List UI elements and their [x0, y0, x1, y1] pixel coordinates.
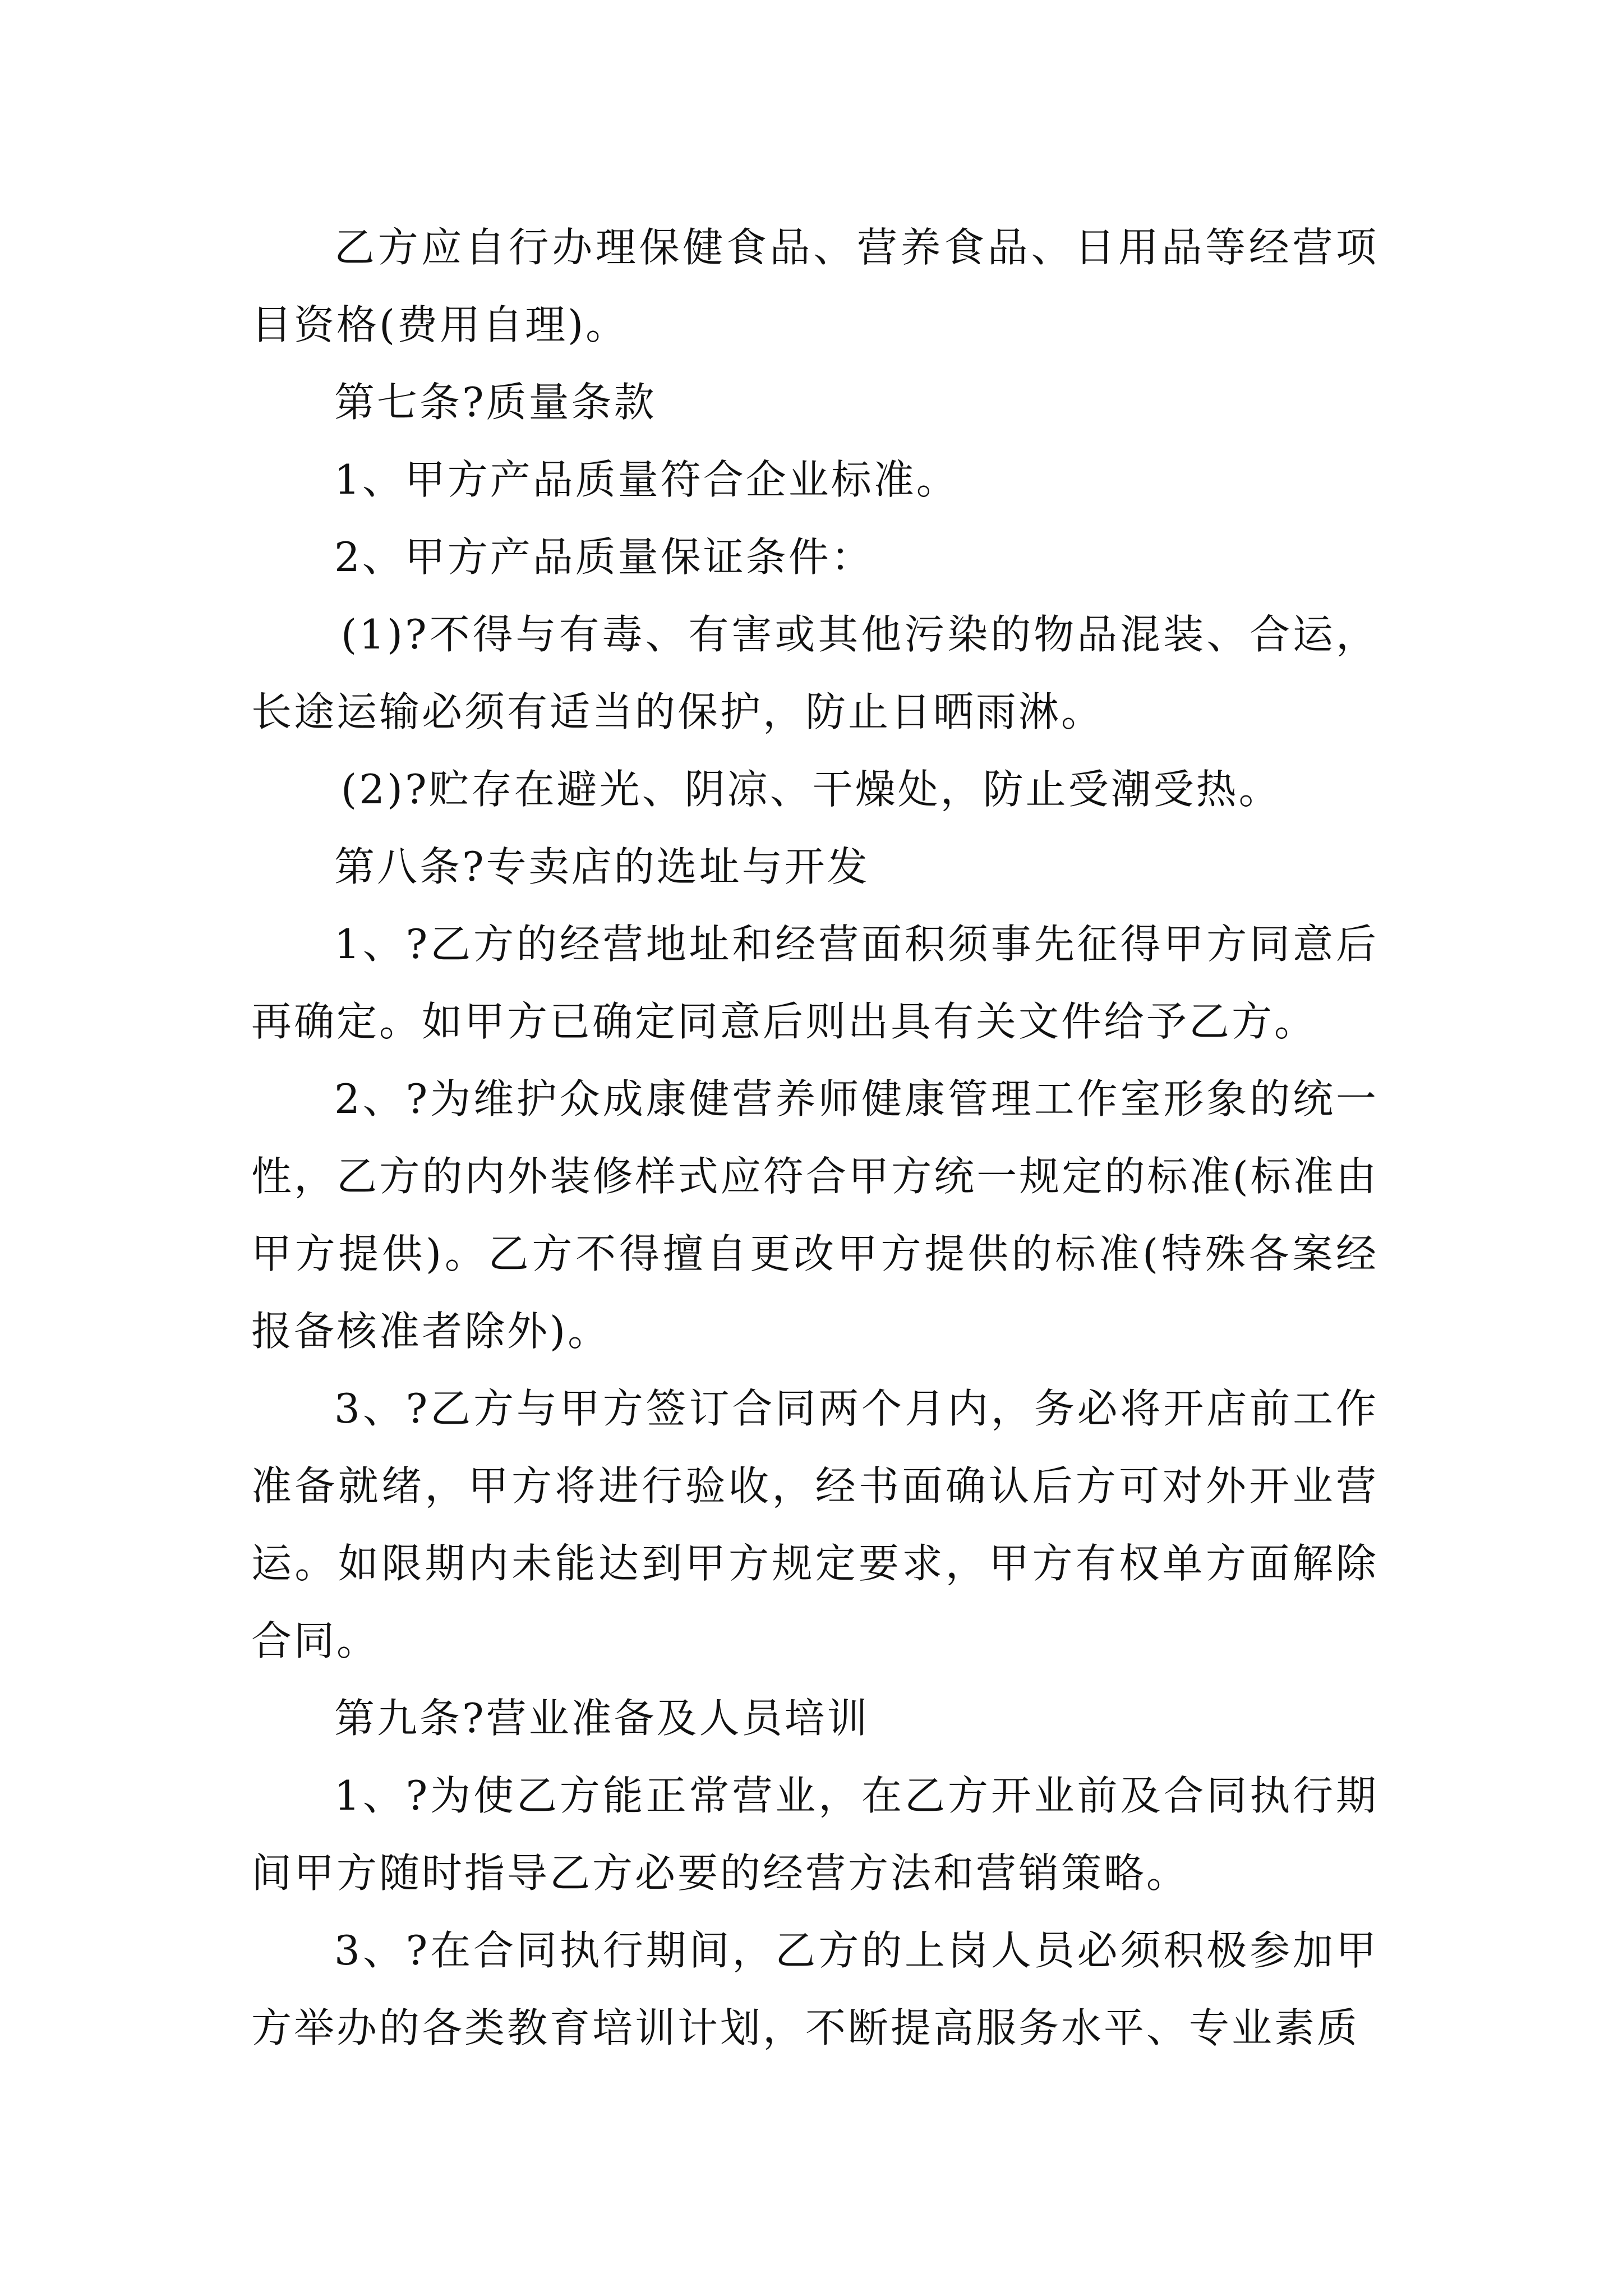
paragraph-quality-guarantee: 2、甲方产品质量保证条件：	[334, 533, 874, 581]
paragraph-store-decoration: 2、?为维护众成康健营养师健康管理工作室形象的统一性，乙方的内外装修样式应符合甲方统一规定的标准(标准由甲方提供)。乙方不得擅自更改甲方提供的标准(特殊各案经报备核准者除外)。	[251, 1075, 1378, 1355]
section-heading-article-7: 第七条?质量条款	[334, 379, 657, 426]
paragraph-store-opening: 3、?乙方与甲方签订合同两个月内，务必将开店前工作准备就绪，甲方将进行验收，经书面确认后方可对外开业营运。如限期内未能达到甲方规定要求，甲方有权单方面解除合同。	[251, 1385, 1378, 1664]
section-heading-article-9: 第九条?营业准备及人员培训	[334, 1695, 870, 1742]
paragraph-staff-training: 3、?在合同执行期间，乙方的上岗人员必须积极参加甲方举办的各类教育培训计划，不断提高服务水平、专业素质	[251, 1927, 1378, 2051]
paragraph-business-guidance: 1、?为使乙方能正常营业，在乙方开业前及合同执行期间甲方随时指导乙方必要的经营方法和营销策略。	[251, 1772, 1378, 1897]
document-body	[251, 209, 1378, 2067]
paragraph-quality-standard: 1、甲方产品质量符合企业标准。	[334, 456, 959, 503]
paragraph-business-qualification: 乙方应自行办理保健食品、营养食品、日用品等经营项目资格(费用自理)。	[251, 224, 1378, 348]
section-heading-article-8: 第八条?专卖店的选址与开发	[334, 843, 870, 890]
paragraph-transport-condition: (1)?不得与有毒、有害或其他污染的物品混装、合运，长途运输必须有适当的保护，防止日晒雨淋。	[251, 611, 1378, 735]
paragraph-storage-condition: (2)?贮存在避光、阴凉、干燥处，防止受潮受热。	[341, 766, 1281, 813]
paragraph-store-location: 1、?乙方的经营地址和经营面积须事先征得甲方同意后再确定。如甲方已确定同意后则出具有关文件给予乙方。	[251, 921, 1378, 1045]
